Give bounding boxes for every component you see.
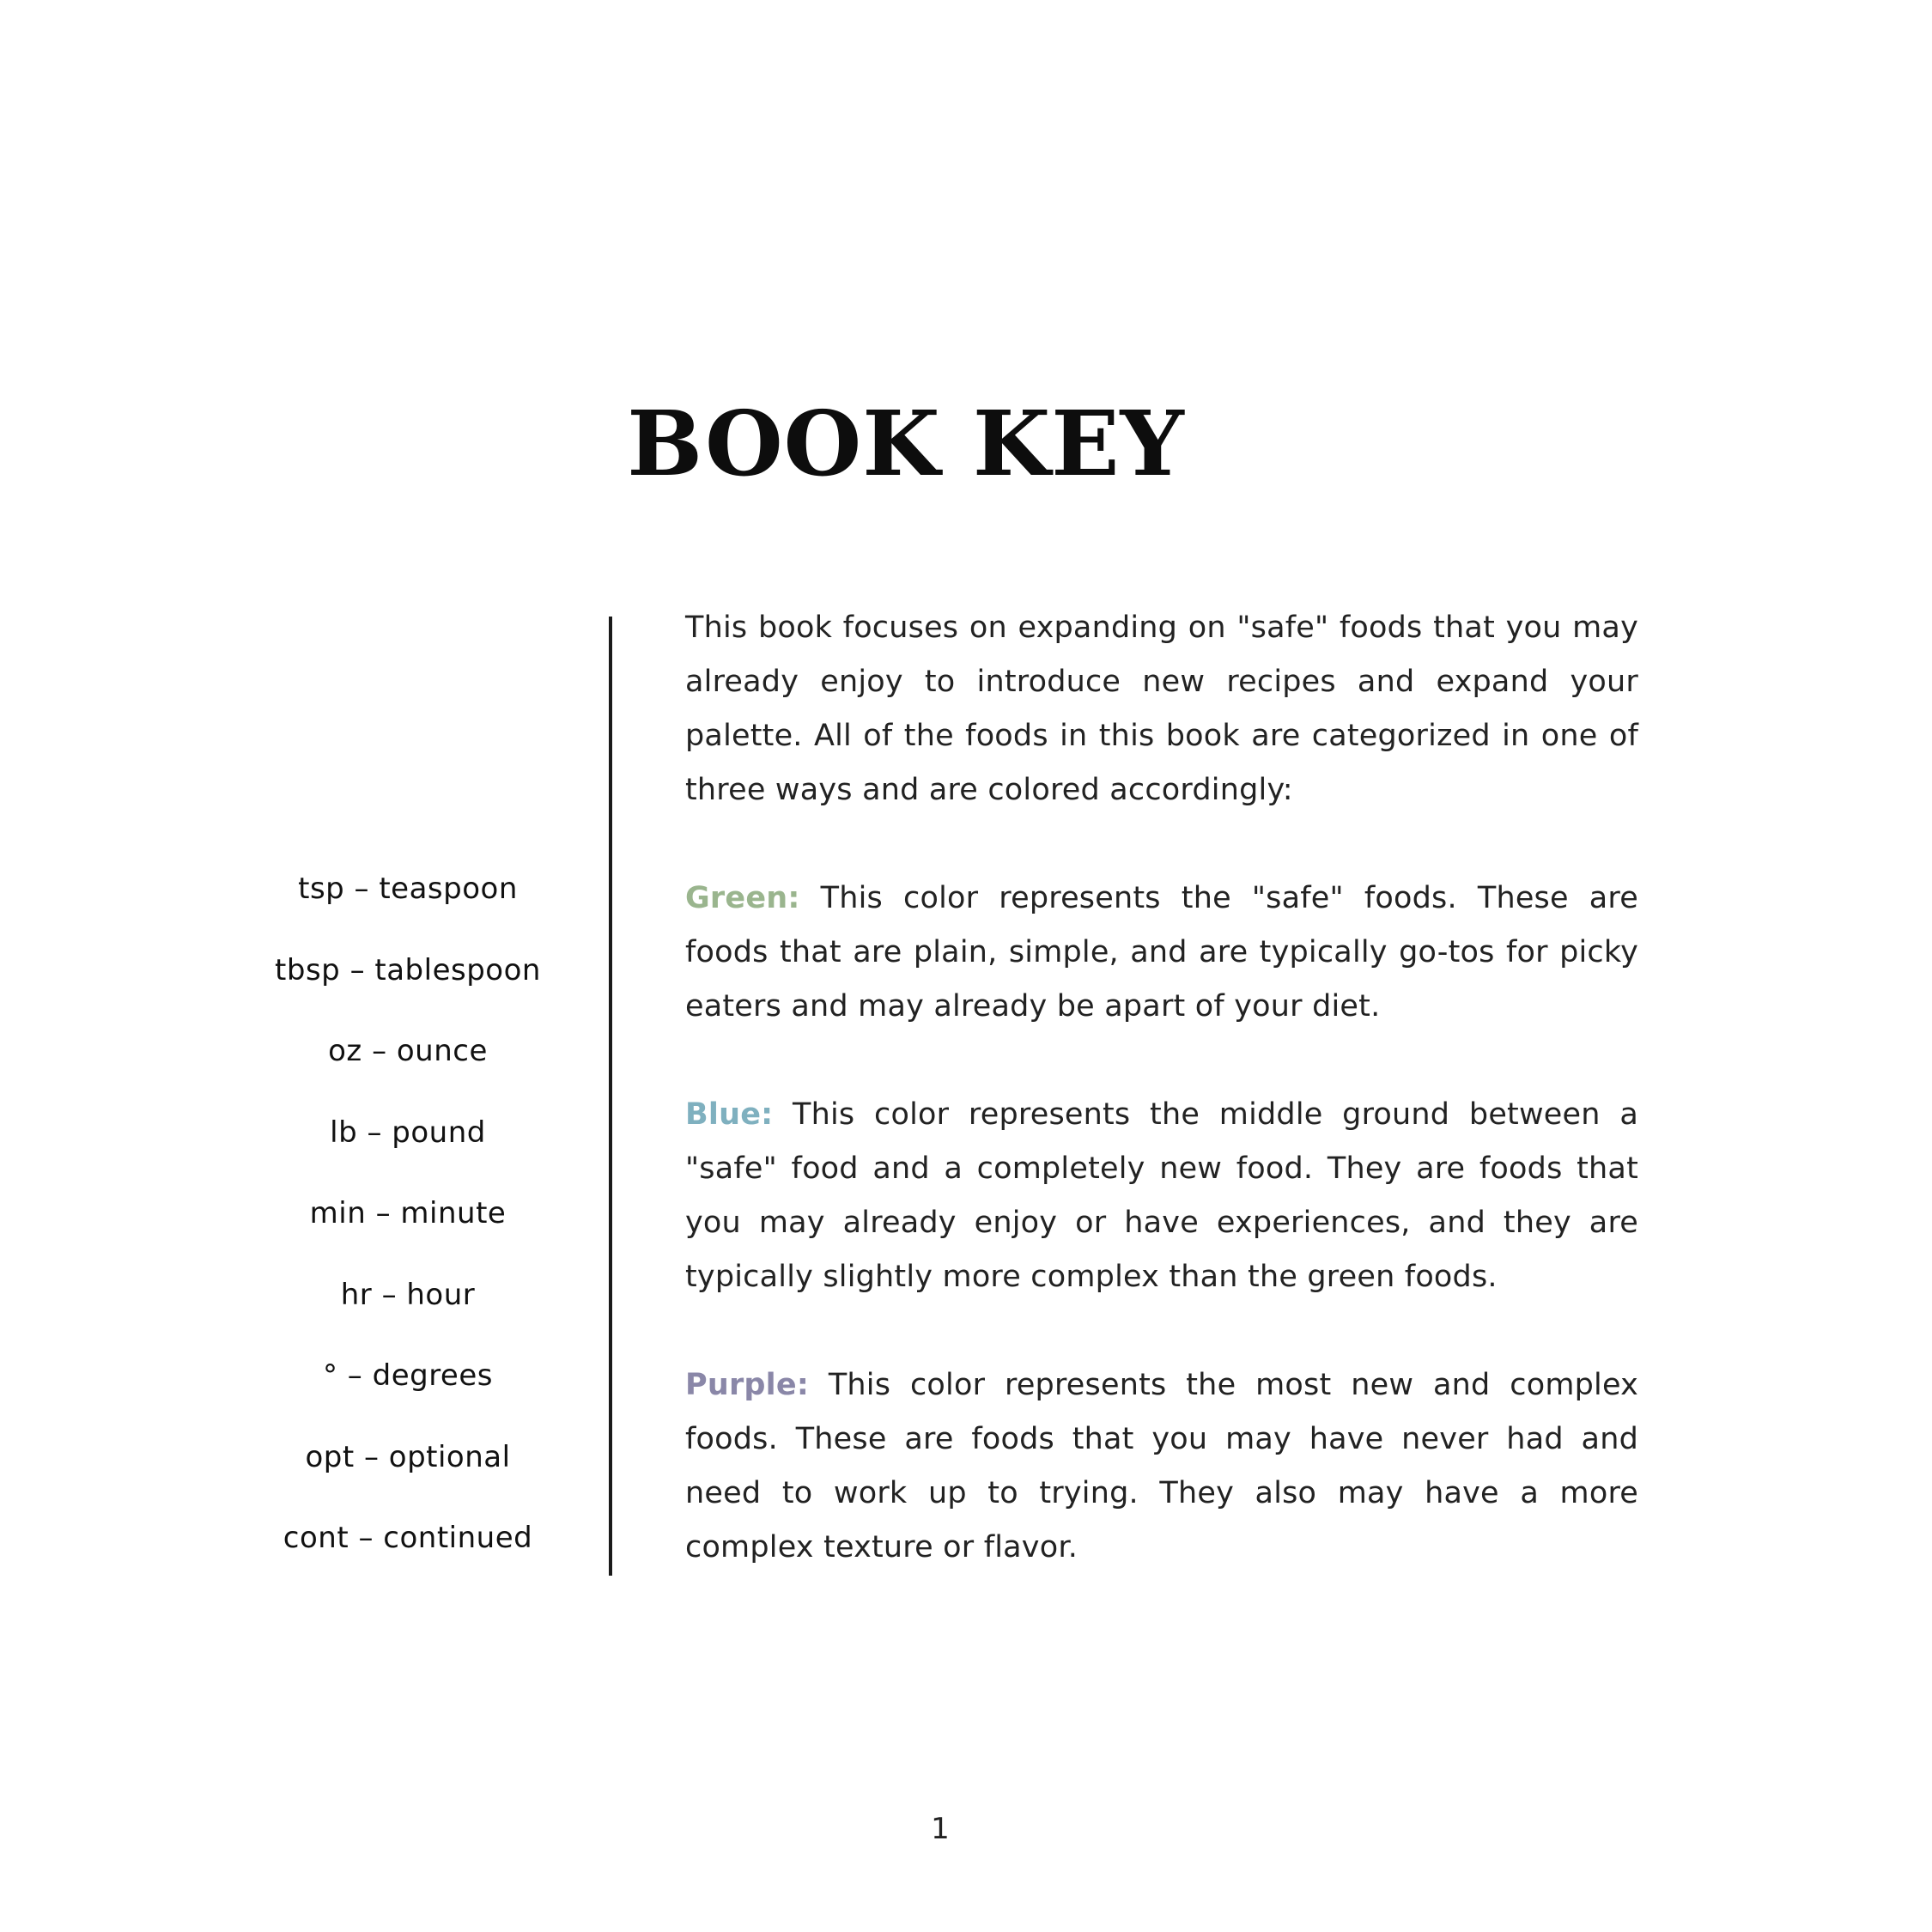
abbreviation-list xyxy=(249,872,567,1602)
abbreviation-item: oz – ounce xyxy=(328,1034,488,1068)
category-text-blue: This color represents the middle ground between a "safe" food and a completely new food. They are foods that you may already enjoy or have experiences, and they are typically slightly more complex than the green foods. xyxy=(685,1097,1638,1294)
abbreviation-item: tsp – teaspoon xyxy=(298,872,518,906)
description-column xyxy=(685,601,1638,1629)
abbreviation-item: hr – hour xyxy=(340,1277,476,1312)
abbreviation-item: lb – pound xyxy=(330,1115,486,1150)
category-purple xyxy=(685,1358,1638,1575)
page-number: 1 xyxy=(931,1812,950,1846)
category-text-green: This color represents the "safe" foods. These are foods that are plain, simple, and are typically go-tos for picky eaters and may already be apart of your diet. xyxy=(685,881,1638,1024)
category-label-blue: Blue: xyxy=(685,1097,774,1132)
abbreviation-item: ° – degrees xyxy=(323,1358,493,1393)
category-green xyxy=(685,872,1638,1034)
vertical-divider xyxy=(609,617,612,1576)
category-text-purple: This color represents the most new and complex foods. These are foods that you may have never had and need to work up to trying. They also may have a more complex texture or flavor. xyxy=(685,1368,1638,1564)
intro-paragraph: This book focuses on expanding on "safe" foods that you may already enjoy to introduce new recipes and expand your palette. All of the foods in this book are categorized in one of three ways and are colored accordingly: xyxy=(685,611,1638,807)
abbreviation-item: tbsp – tablespoon xyxy=(275,952,541,987)
page-title: BOOK KEY xyxy=(627,391,1185,496)
abbreviation-item: min – minute xyxy=(309,1196,507,1230)
abbreviation-item: opt – optional xyxy=(305,1439,511,1474)
abbreviation-item: cont – continued xyxy=(283,1521,533,1555)
category-label-purple: Purple: xyxy=(685,1368,810,1402)
category-label-green: Green: xyxy=(685,881,800,915)
category-blue xyxy=(685,1088,1638,1304)
